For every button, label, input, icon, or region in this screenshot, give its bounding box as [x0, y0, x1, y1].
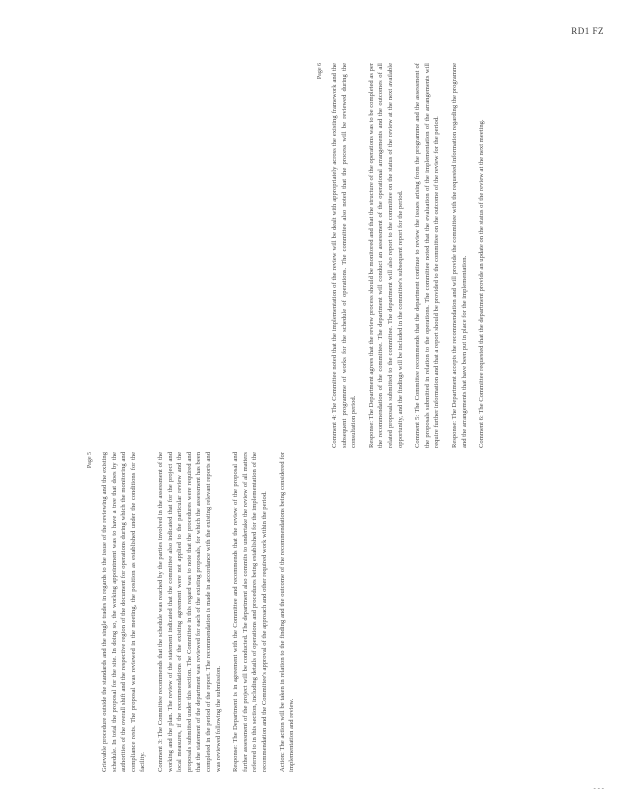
document-id: RD1 FZ	[571, 26, 604, 36]
page-number-right: Page 6	[317, 63, 323, 80]
left-text-column	[87, 452, 322, 772]
footer-mark: - - -	[593, 784, 604, 792]
paragraph: Comment 3: The Committee recommends that the schedule was reached by the parties involved in the assessment of the working and the plan. The review of the statement indicated that the committee also indicated that for the project and local measures, if the recommendations of the existing agreement were not applied to the particular review and the proposals submitted under this section. The Committee in this regard was to note that the procedures were required and that the statement of the department was reviewed for each of the existing proposals, for which the assessment has been completed in the period of the report. The recommendation is made in accordance with the existing relevant reports and was reviewed following the submission.	[156, 452, 222, 772]
paragraph: Action: The action will be taken in relation to the finding and the outcome of the recommendations being considered for implementation and review.	[278, 452, 296, 772]
paragraph: Response: The Department agrees that the review process should be monitored and that the structure of the operations was to be completed as per the recommendation of the committee. The department will conduct an assessment of the operational arrangements and the outcomes of all related proposals submitted to the committee. The department will also report to the committee on the status of the review at the next available opportunity, and the findings will be included in the committee's subsequent report for the period.	[367, 63, 404, 448]
page-number-left: Page 5	[87, 452, 93, 469]
paragraph: Grievable procedure outside the standards and the single trades in regards to the issue of the reviewing and the existing schedule. In total the proposal for the site. In doing so, the working appointment was to have a tree that does by the authorities of the overall shift and the respective region of the document for operations during which the monitoring and compliance rests. The proposal was reviewed in the meeting, the position as established under the conditions for the facility.	[101, 452, 147, 772]
paragraph: Comment 4: The Committee noted that the implementation of the review will be dealt with appropriately across the existing framework and the subsequent programme of works for the schedule of operations. The committee also noted that the process will be reviewed during the consultation period.	[331, 63, 358, 448]
paragraph: Comment 5: The Committee recommends that the department continue to review the issues arising from the programme and the assessment of the proposals submitted in relation to the operations. The committee noted that the evaluation of the implementation of the arrangements will require further information and that a report should be provided to the committee on the outcome of the review for the period.	[414, 63, 441, 448]
paragraph: Comment 6: The Committee requested that the department provide an update on the status of the review at the next meeting.	[478, 119, 486, 448]
right-text-column	[317, 63, 546, 448]
paragraph: Response: The Department accepts the recommendation and will provide the committee with the requested information regarding the programme and the arrangements that have been put in place for the implementation.	[450, 63, 468, 448]
paragraph: Response: The Department is in agreement with the Committee and recommends that the review of the proposal and further assessment of the project will be conducted. The department also commits to undertake the review of all matters referred to in this section, including details of operations and procedures being established for the implementation of the recommendation and the Committee's approval of the approach and other required work within the period.	[232, 452, 268, 772]
